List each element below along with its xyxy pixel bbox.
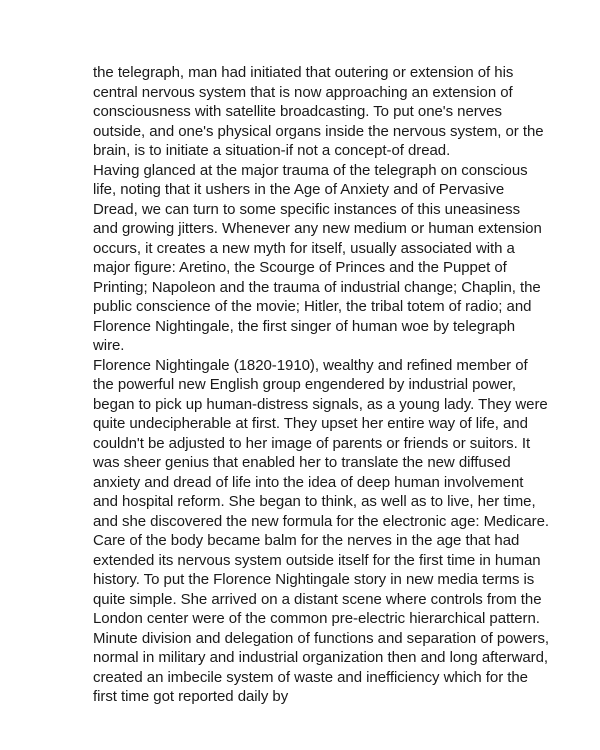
text-line: central nervous system that is now approaching an extension of bbox=[93, 83, 513, 101]
text-line: Minute division and delegation of functions and separation of powers, bbox=[93, 629, 550, 647]
text-line: quite undecipherable at first. They upset her entire way of life, and bbox=[93, 415, 528, 432]
text-line: anxiety and dread of life into the idea of deep human involvement bbox=[93, 473, 524, 491]
text-line: and growing jitters. Whenever any new medium or human extension bbox=[93, 220, 542, 237]
text-line: Care of the body became balm for the nerves in the age that had bbox=[93, 532, 520, 549]
text-line: Florence Nightingale, the first singer of human woe by telegraph bbox=[93, 317, 516, 335]
text-line: Having glanced at the major trauma of the telegraph on conscious bbox=[93, 161, 528, 179]
text-line: Printing; Napoleon and the trauma of industrial change; Chaplin, the bbox=[93, 278, 541, 296]
text-line: and she discovered the new formula for the electronic age: Medicare. bbox=[93, 512, 550, 530]
text-line: and hospital reform. She began to think, as well as to live, her time, bbox=[93, 493, 536, 510]
text-line: life, noting that it ushers in the Age of Anxiety and of Pervasive bbox=[93, 181, 505, 198]
text-line: quite simple. She arrived on a distant scene where controls from the bbox=[93, 590, 542, 608]
text-line: wire. bbox=[93, 337, 125, 354]
text-line: the telegraph, man had initiated that outering or extension of his bbox=[93, 64, 514, 81]
text-line: consciousness with satellite broadcasting. To put one's nerves bbox=[93, 103, 502, 120]
text-line: Florence Nightingale (1820-1910), wealthy and refined member of bbox=[93, 356, 528, 374]
text-line: extended its nervous system outside itself for the first time in human bbox=[93, 551, 541, 569]
text-line: was sheer genius that enabled her to translate the new diffused bbox=[93, 454, 511, 471]
text-line: the powerful new English group engendered by industrial power, bbox=[93, 376, 517, 393]
text-line: normal in military and industrial organization then and long afterward, bbox=[93, 649, 549, 666]
text-line: brain, is to initiate a situation-if not a concept-of dread. bbox=[93, 142, 451, 159]
text-line: outside, and one's physical organs inside the nervous system, or the bbox=[93, 122, 544, 140]
text-line: occurs, it creates a new myth for itself, usually associated with a bbox=[93, 239, 515, 257]
text-line: public conscience of the movie; Hitler, the tribal totem of radio; and bbox=[93, 298, 532, 315]
text-line: couldn't be adjusted to her image of parents or friends or suitors. It bbox=[93, 434, 531, 452]
text-line: London center were of the common pre-electric hierarchical pattern. bbox=[93, 610, 540, 627]
text-line: first time got reported daily by bbox=[93, 688, 289, 705]
text-line: major figure: Aretino, the Scourge of Princes and the Puppet of bbox=[93, 259, 507, 276]
body-text bbox=[93, 63, 550, 707]
text-line: created an imbecile system of waste and inefficiency which for the bbox=[93, 668, 528, 686]
text-line: began to pick up human-distress signals, as a young lady. They were bbox=[93, 395, 548, 413]
text-line: Dread, we can turn to some specific instances of this uneasiness bbox=[93, 200, 521, 218]
text-line: history. To put the Florence Nightingale story in new media terms is bbox=[93, 571, 535, 588]
